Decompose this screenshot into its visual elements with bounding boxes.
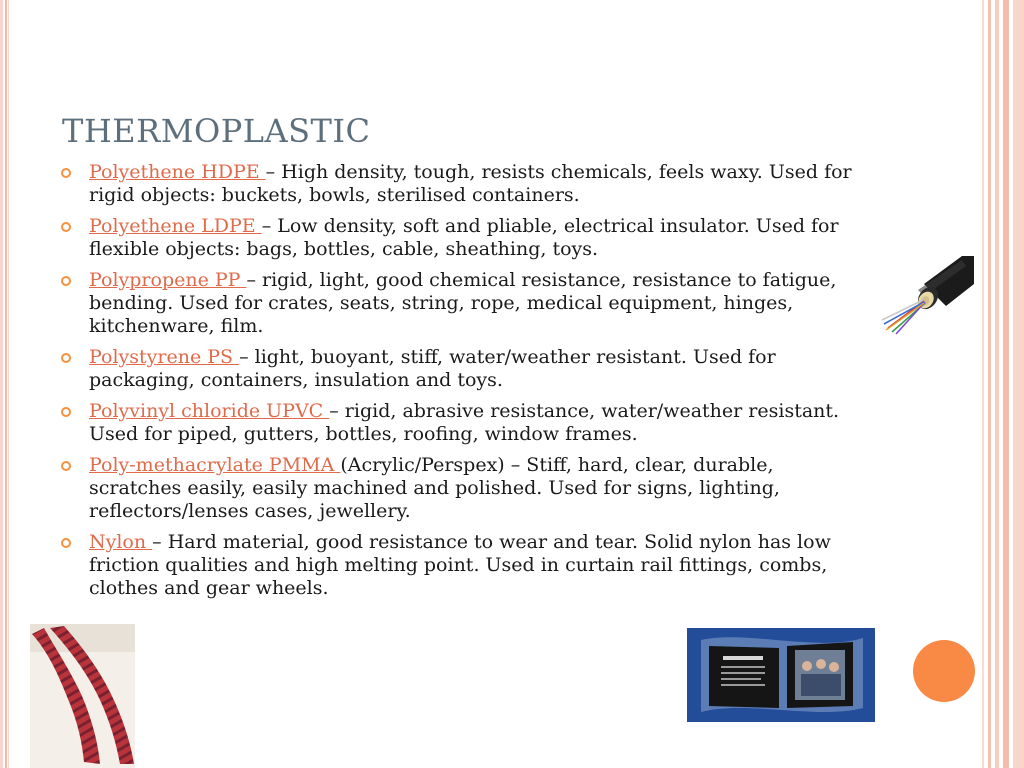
material-link[interactable]: Polyvinyl chloride UPVC [89, 400, 330, 422]
material-link[interactable]: Polypropene PP [89, 269, 247, 291]
material-description: – light, buoyant, stiff, water/weather resistant. Used for packaging, containers, insulation and toys. [89, 346, 776, 391]
nylon-tights-image [30, 624, 135, 768]
list-item [60, 269, 860, 338]
material-link[interactable]: Poly-methacrylate PMMA [89, 454, 341, 476]
material-description: – Hard material, good resistance to wear and tear. Solid nylon has low friction qualities and high melting point. Used in curtain rail fittings, combs, clothes and gear wheels. [89, 531, 831, 599]
list-item [60, 215, 860, 261]
material-description: – rigid, light, good chemical resistance, resistance to fatigue, bending. Used for crates, seats, string, rope, medical equipment, hinges, kitchenware, film. [89, 269, 837, 337]
acrylic-photo-frame-image [687, 628, 875, 722]
list-item [60, 454, 860, 523]
right-border-decoration [982, 0, 1024, 768]
material-link[interactable]: Polyethene LDPE [89, 215, 262, 237]
material-link[interactable]: Polystyrene PS [89, 346, 240, 368]
material-description: (Acrylic/Perspex) – Stiff, hard, clear, durable, scratches easily, easily machined and polished. Used for signs, lighting, reflectors/lenses cases, jewellery. [89, 454, 780, 522]
list-item [60, 346, 860, 392]
fibre-optic-cable-image [862, 254, 974, 350]
bullet-ring-icon [61, 276, 71, 286]
slide-title: THERMOPLASTIC [62, 112, 371, 150]
bullet-ring-icon [61, 168, 71, 178]
bullet-ring-icon [61, 222, 71, 232]
bullet-ring-icon [61, 353, 71, 363]
list-item [60, 161, 860, 207]
bullet-list [60, 161, 860, 608]
material-description: – rigid, abrasive resistance, water/weather resistant. Used for piped, gutters, bottles, roofing, window frames. [89, 400, 840, 445]
bullet-ring-icon [61, 407, 71, 417]
bullet-ring-icon [61, 461, 71, 471]
material-description: – High density, tough, resists chemicals, feels waxy. Used for rigid objects: buckets, bowls, sterilised containers. [89, 161, 852, 206]
material-description: – Low density, soft and pliable, electrical insulator. Used for flexible objects: bags, bottles, cable, sheathing, toys. [89, 215, 839, 260]
list-item [60, 531, 860, 600]
list-item [60, 400, 860, 446]
left-border-decoration [0, 0, 10, 768]
decorative-orange-circle [913, 640, 975, 702]
material-link[interactable]: Nylon [89, 531, 153, 553]
bullet-ring-icon [61, 538, 71, 548]
material-link[interactable]: Polyethene HDPE [89, 161, 266, 183]
